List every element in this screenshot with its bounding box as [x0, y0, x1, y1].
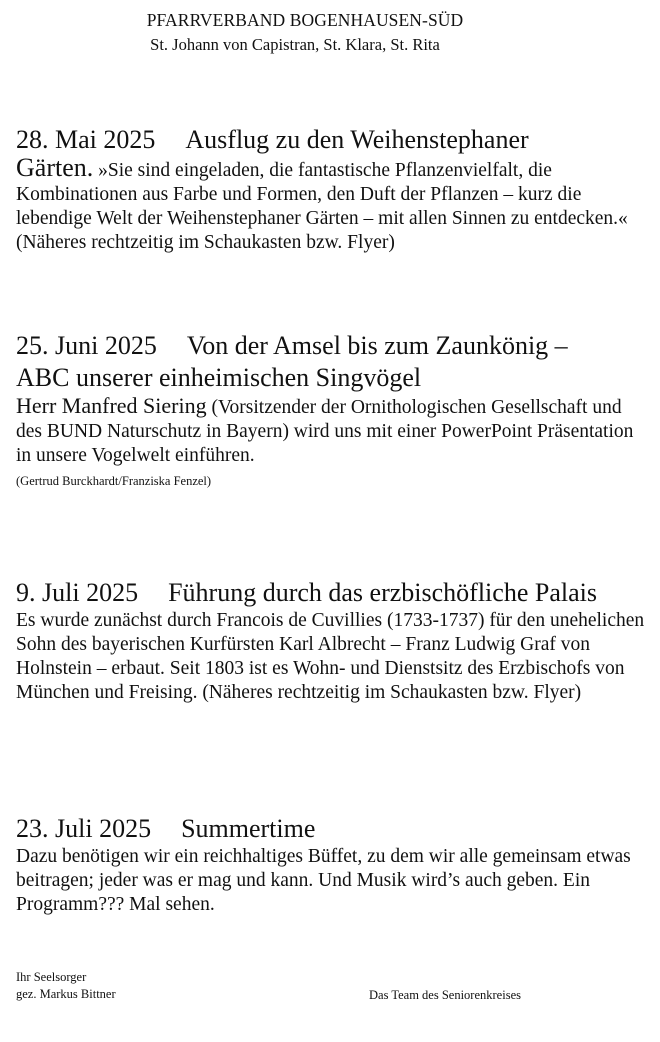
event-heading: [16, 577, 646, 609]
event-heading: [16, 124, 646, 156]
event-date: 23. Juli 2025: [16, 814, 152, 843]
parish-churches: St. Johann von Capistran, St. Klara, St. Rita: [150, 35, 440, 54]
event-text: »Sie sind eingeladen, die fantastische Pflanzenvielfalt, die Kombinationen aus Farbe und Formen, den Duft der Pflanzen – kurz die lebendige Welt der Weihenstephaner Gärten – mit allen Sinnen zu entdecken.« (Näheres rechtzeitig im Schaukasten bzw. Flyer): [16, 160, 628, 253]
event-date: 28. Mai 2025: [16, 125, 156, 154]
event-date: 9. Juli 2025: [16, 578, 139, 607]
parish-title: PFARRVERBAND BOGENHAUSEN-SÜD: [146, 10, 464, 30]
event-summertime: [16, 813, 646, 917]
event-ausflug: [16, 124, 646, 255]
signature-team: Das Team des Seniorenkreises: [369, 988, 521, 1002]
event-title: Führung durch das erzbischöfliche Palais: [168, 578, 597, 607]
event-title: Von der Amsel bis zum Zaunkönig –: [186, 331, 568, 360]
event-date: 25. Juni 2025: [16, 331, 157, 360]
event-text: (Vorsitzender der Ornithologischen Gesellschaft und des BUND Naturschutz in Bayern) wird uns mit einer PowerPoint Präsentation in unsere Vogelwelt einführen.: [16, 397, 634, 466]
event-title: Summertime: [181, 814, 316, 843]
event-description: Es wurde zunächst durch Francois de Cuvillies (1733-1737) für den unehelichen Sohn des bayerischen Kurfürsten Karl Albrecht – Franz Ludwig Graf von Holnstein – erbaut. Seit 1803 ist es Wohn- und Dienstsitz des Erzbischofs von München und Freising. (Näheres rechtzeitig im Schaukasten bzw. Flyer): [16, 610, 645, 703]
event-title-continued: Gärten.: [16, 153, 94, 182]
signature-role: Ihr Seelsorger: [16, 970, 87, 984]
event-heading: [16, 330, 646, 362]
signature-name: gez. Markus Bittner: [16, 987, 116, 1001]
event-description: [16, 153, 646, 255]
event-singvoegel: [16, 330, 646, 489]
event-title: Ausflug zu den Weihenstephaner: [185, 125, 529, 154]
event-description: Dazu benötigen wir ein reichhaltiges Büffet, zu dem wir alle gemeinsam etwas beitragen; jeder was er mag und kann. Und Musik wird’s auch geben. Ein Programm??? Mal sehen.: [16, 846, 631, 915]
event-heading: [16, 813, 646, 845]
event-description: [16, 394, 646, 468]
event-palais: [16, 577, 646, 705]
signature-pastor: [16, 969, 116, 1003]
event-speaker: Herr Manfred Siering: [16, 393, 207, 418]
event-title-line2: ABC unserer einheimischen Singvögel: [16, 363, 422, 392]
event-organizers: (Gertrud Burckhardt/Franziska Fenzel): [16, 474, 212, 488]
